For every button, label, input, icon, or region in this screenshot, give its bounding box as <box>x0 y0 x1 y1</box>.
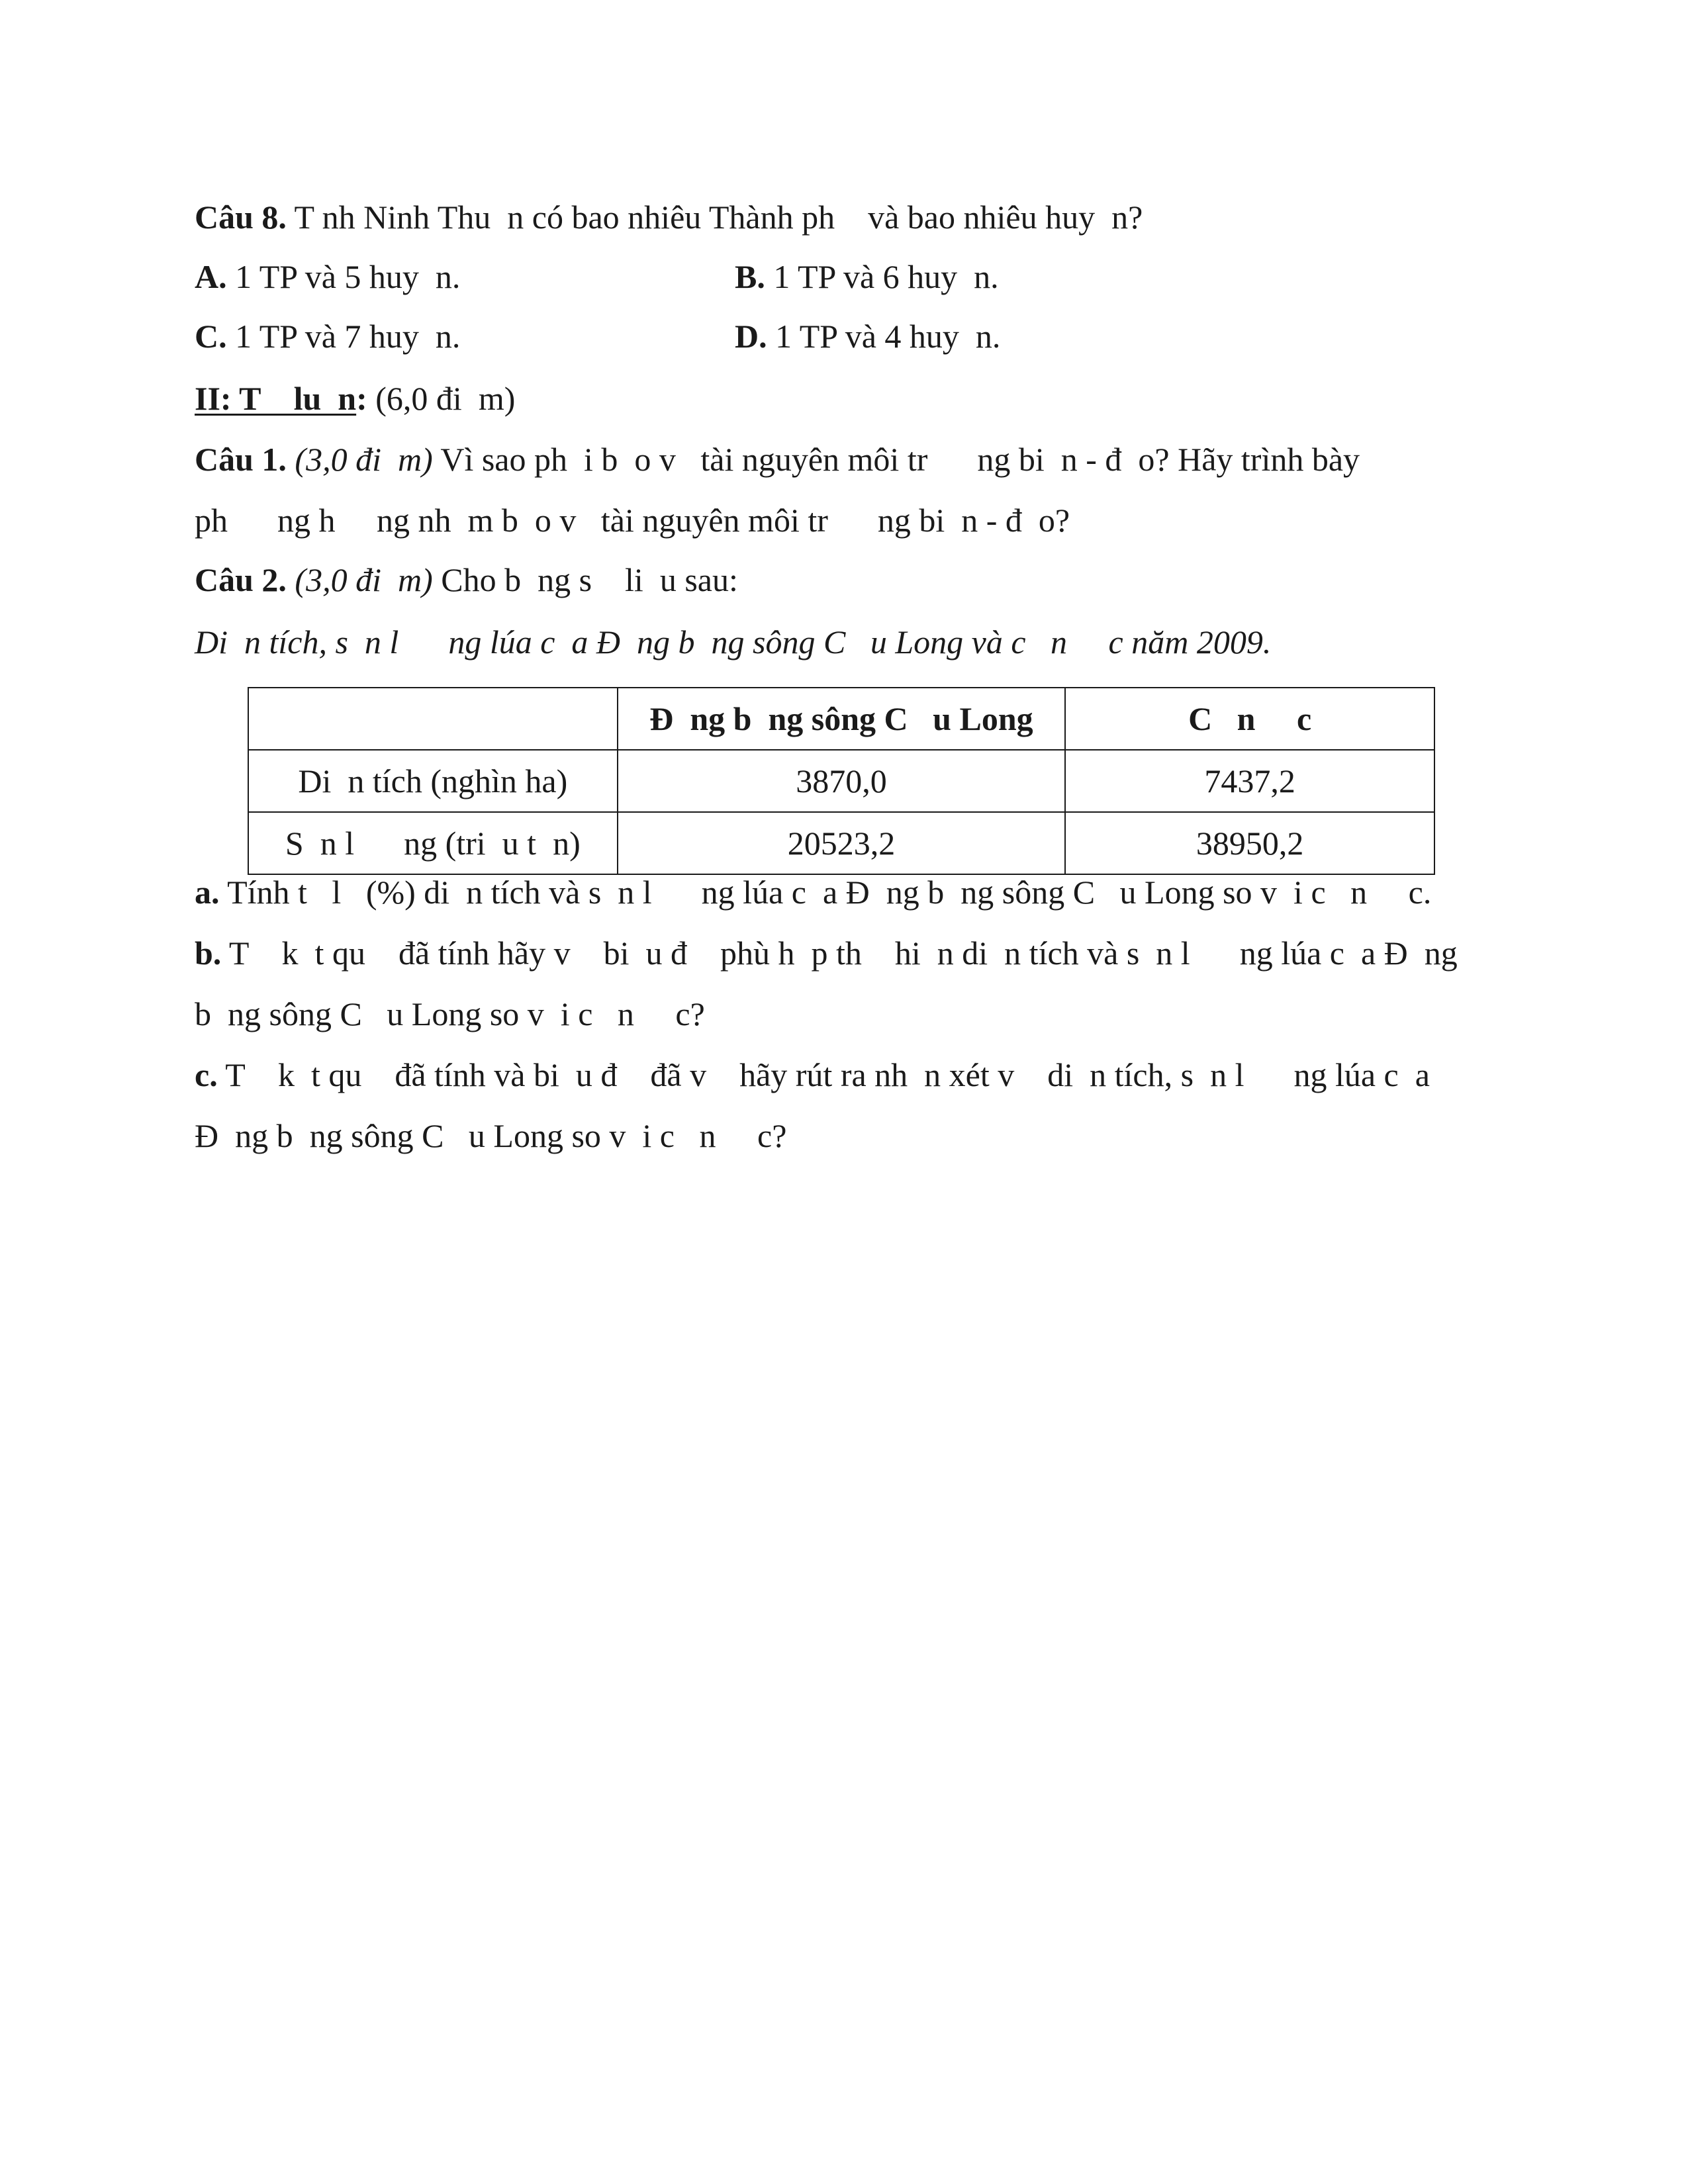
part2-colon: : <box>356 380 367 417</box>
part2-points: (6,0 đi m) <box>367 380 516 417</box>
q8-option-a <box>195 257 460 296</box>
table-row <box>248 812 1434 874</box>
q2-points: (3,0 đi m) <box>286 561 433 598</box>
q2-intro <box>195 560 738 600</box>
q2-label: Câu 2. <box>195 561 287 598</box>
q2-part-b-line2: b ng sông C u Long so v i c n c? <box>195 995 705 1032</box>
table-cell: 20523,2 <box>618 812 1066 874</box>
table-header-cell: Đ ng b ng sông C u Long <box>618 688 1066 750</box>
q1-points: (3,0 đi m) <box>286 441 433 478</box>
q2-part-b-line1 <box>195 933 1458 973</box>
q8-option-b <box>735 257 999 296</box>
q2-a-text: Tính t l (%) di n tích và s n l ng lúa c a Đ ng b ng sông C u Long so v i c n c. <box>219 874 1432 911</box>
part2-heading <box>195 379 515 418</box>
option-letter: A. <box>195 258 227 295</box>
table-cell: Di n tích (nghìn ha) <box>248 750 618 812</box>
table-cell: 7437,2 <box>1065 750 1434 812</box>
table-header-row <box>248 688 1434 750</box>
q8-label: Câu 8. <box>195 199 287 236</box>
q2-a-label: a. <box>195 874 220 911</box>
option-text: 1 TP và 6 huy n. <box>765 258 999 295</box>
table-cell: 3870,0 <box>618 750 1066 812</box>
table-row <box>248 750 1434 812</box>
q2-part-c-line1 <box>195 1055 1430 1095</box>
q1-text-1: Vì sao ph i b o v tài nguyên môi tr ng bi n - đ o? Hãy trình bày <box>432 441 1360 478</box>
table-header-cell: C n c <box>1065 688 1434 750</box>
q2-b-label: b. <box>195 934 222 972</box>
option-letter: D. <box>735 318 767 355</box>
option-text: 1 TP và 5 huy n. <box>226 258 461 295</box>
q2-b-text-1: T k t qu đã tính hãy v bi u đ phù h p th hi n di n tích và s n l ng lúa c a Đ ng <box>221 934 1458 972</box>
q8-option-c <box>195 316 460 356</box>
q8-option-d <box>735 316 1000 356</box>
table-cell: S n l ng (tri u t n) <box>248 812 618 874</box>
table-caption <box>195 622 1271 662</box>
option-text: 1 TP và 4 huy n. <box>767 318 1001 355</box>
data-table <box>248 687 1435 875</box>
q2-c-text-1: T k t qu đã tính và bi u đ đã v hãy rút ra nh n xét v di n tích, s n l ng lúa c a <box>217 1056 1430 1093</box>
q2-intro-text: Cho b ng s li u sau: <box>432 561 738 598</box>
q1-line2: ph ng h ng nh m b o v tài nguyên môi tr ng bi n - đ o? <box>195 502 1070 539</box>
q2-c-label: c. <box>195 1056 218 1093</box>
q2-part-a <box>195 872 1431 912</box>
option-letter: B. <box>735 258 765 295</box>
table-cell: 38950,2 <box>1065 812 1434 874</box>
q1-line1 <box>195 439 1360 479</box>
table-header-cell <box>248 688 618 750</box>
option-letter: C. <box>195 318 227 355</box>
q1-label: Câu 1. <box>195 441 287 478</box>
q8-question <box>195 197 1143 237</box>
q8-text: T nh Ninh Thu n có bao nhiêu Thành ph và bao nhiêu huy n? <box>286 199 1143 236</box>
q2-part-c-line2: Đ ng b ng sông C u Long so v i c n c? <box>195 1117 787 1154</box>
part2-label: II: T lu n <box>195 380 357 417</box>
table-caption-text: Di n tích, s n l ng lúa c a Đ ng b ng sông C u Long và c n c năm 2009. <box>195 623 1272 660</box>
option-text: 1 TP và 7 huy n. <box>226 318 461 355</box>
